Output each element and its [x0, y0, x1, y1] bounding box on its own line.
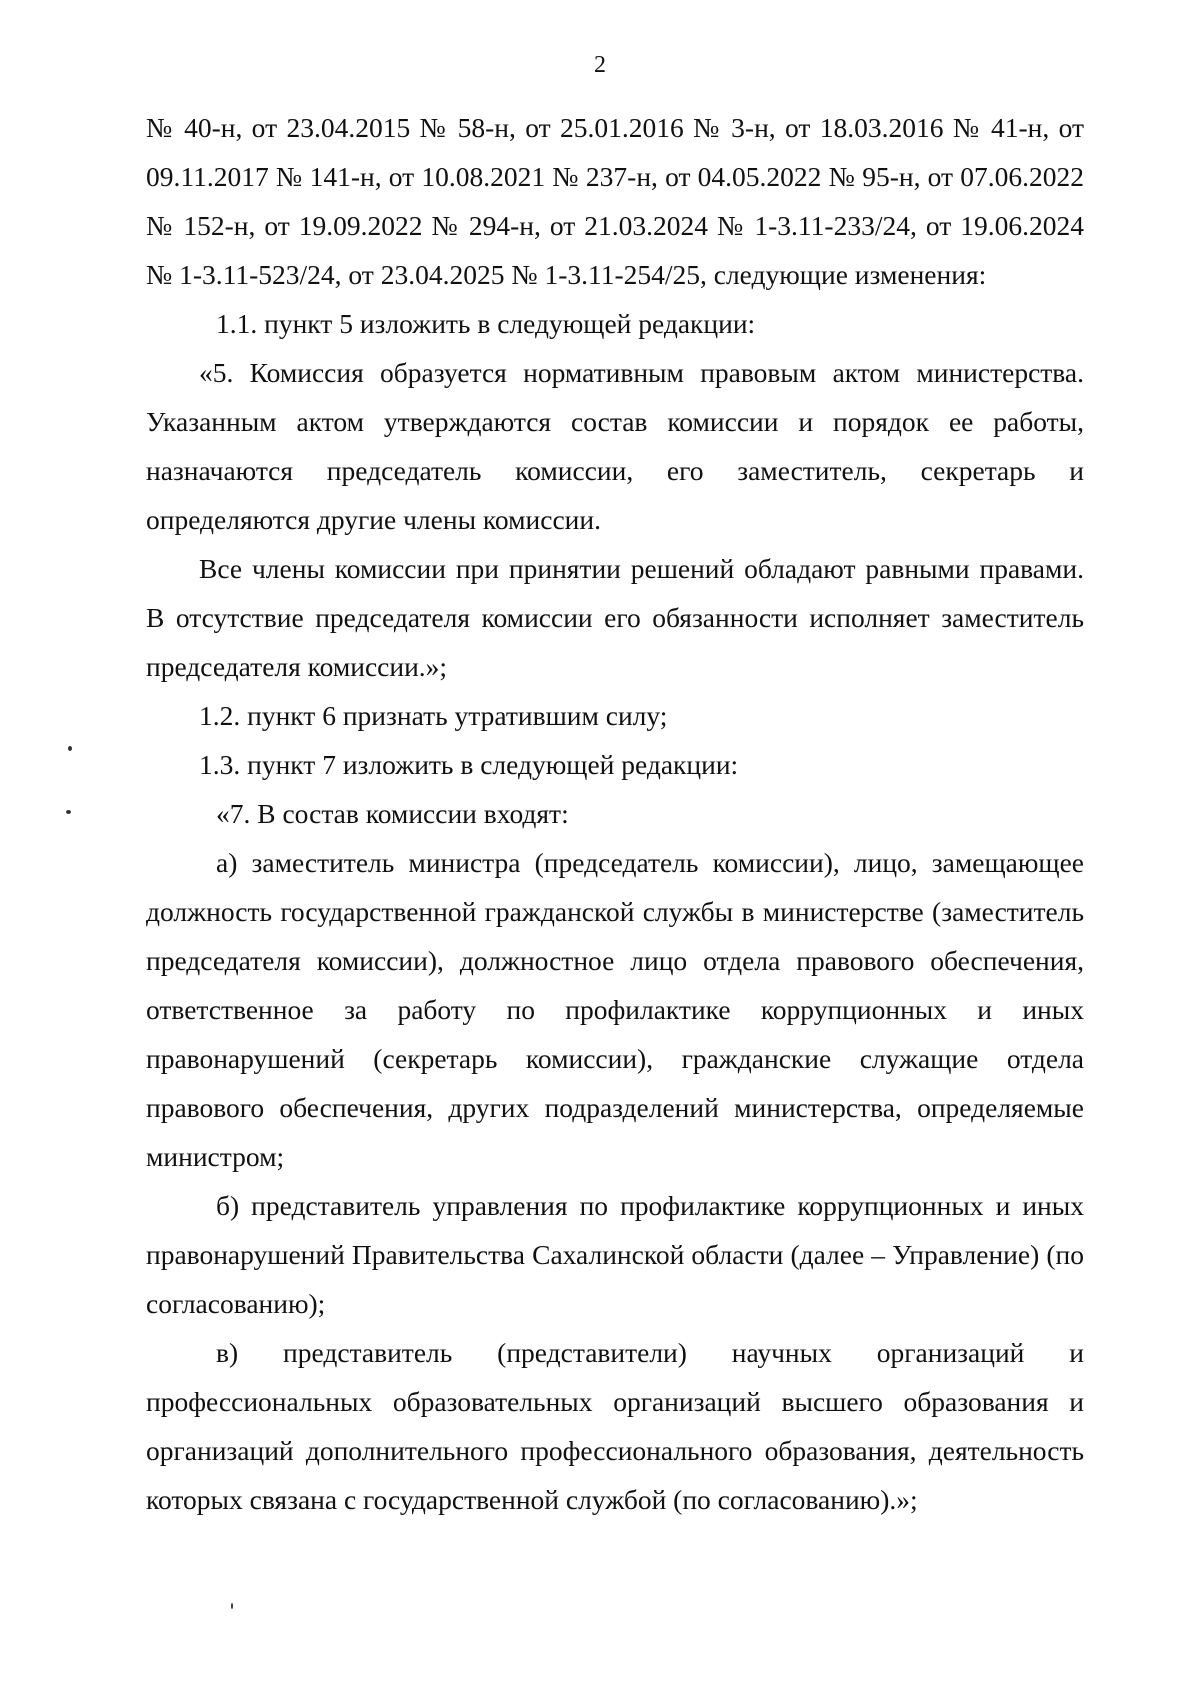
paragraph-amendment-list: № 40-н, от 23.04.2015 № 58-н, от 25.01.2016 № 3-н, от 18.03.2016 № 41-н, от 09.11.2017 № 141-н, от 10.08.2021 № 237-н, от 04.05.2022 № 95-н, от 07.06.2022 № 152-н, от 19.09.2022 № 294-н, от 21.03.2024 № 1-3.11-233/24, от 19.06.2024 № 1-3.11-523/24, от 23.04.2025 № 1-3.11-254/25, следующие изменения: — [146, 112, 1084, 290]
paragraph-item-1-2: 1.2. пункт 6 признать утратившим силу; — [199, 700, 668, 731]
scan-speck — [231, 1603, 233, 1609]
paragraph-clause-7-heading: «7. В состав комиссии входят: — [216, 798, 569, 829]
paragraph-item-1-1: 1.1. пункт 5 изложить в следующей редакции: — [216, 308, 756, 339]
scan-speck — [66, 810, 71, 814]
document-body — [146, 103, 1084, 1524]
paragraph-subitem-b: б) представитель управления по профилактике коррупционных и иных правонарушений Правительства Сахалинской области (далее – Управление) (по согласованию); — [146, 1190, 1084, 1319]
paragraph-subitem-v: в) представитель (представители) научных организаций и профессиональных образовательных организаций высшего образования и организаций дополнительного профессионального образования, деятельность которых связана с государственной службой (по согласованию).»; — [146, 1337, 1084, 1515]
paragraph-subitem-a: а) заместитель министра (председатель комиссии), лицо, замещающее должность государственной гражданской службы в министерстве (заместитель председателя комиссии), должностное лицо отдела правового обеспечения, ответственное за работу по профилактике коррупционных и иных правонарушений (секретарь комиссии), гражданские служащие отдела правового обеспечения, других подразделений министерства, определяемые министром; — [146, 847, 1084, 1172]
page-number: 2 — [594, 52, 606, 78]
paragraph-clause-5-rights: Все члены комиссии при принятии решений обладают равными правами. В отсутствие председателя комиссии его обязанности исполняет заместитель председателя комиссии.»; — [146, 553, 1084, 682]
paragraph-item-1-3: 1.3. пункт 7 изложить в следующей редакции: — [199, 749, 739, 780]
paragraph-clause-5-formation: «5. Комиссия образуется нормативным правовым актом министерства. Указанным актом утверждаются состав комиссии и порядок ее работы, назначаются председатель комиссии, его заместитель, секретарь и определяются другие члены комиссии. — [146, 357, 1084, 535]
scan-speck — [68, 746, 72, 751]
